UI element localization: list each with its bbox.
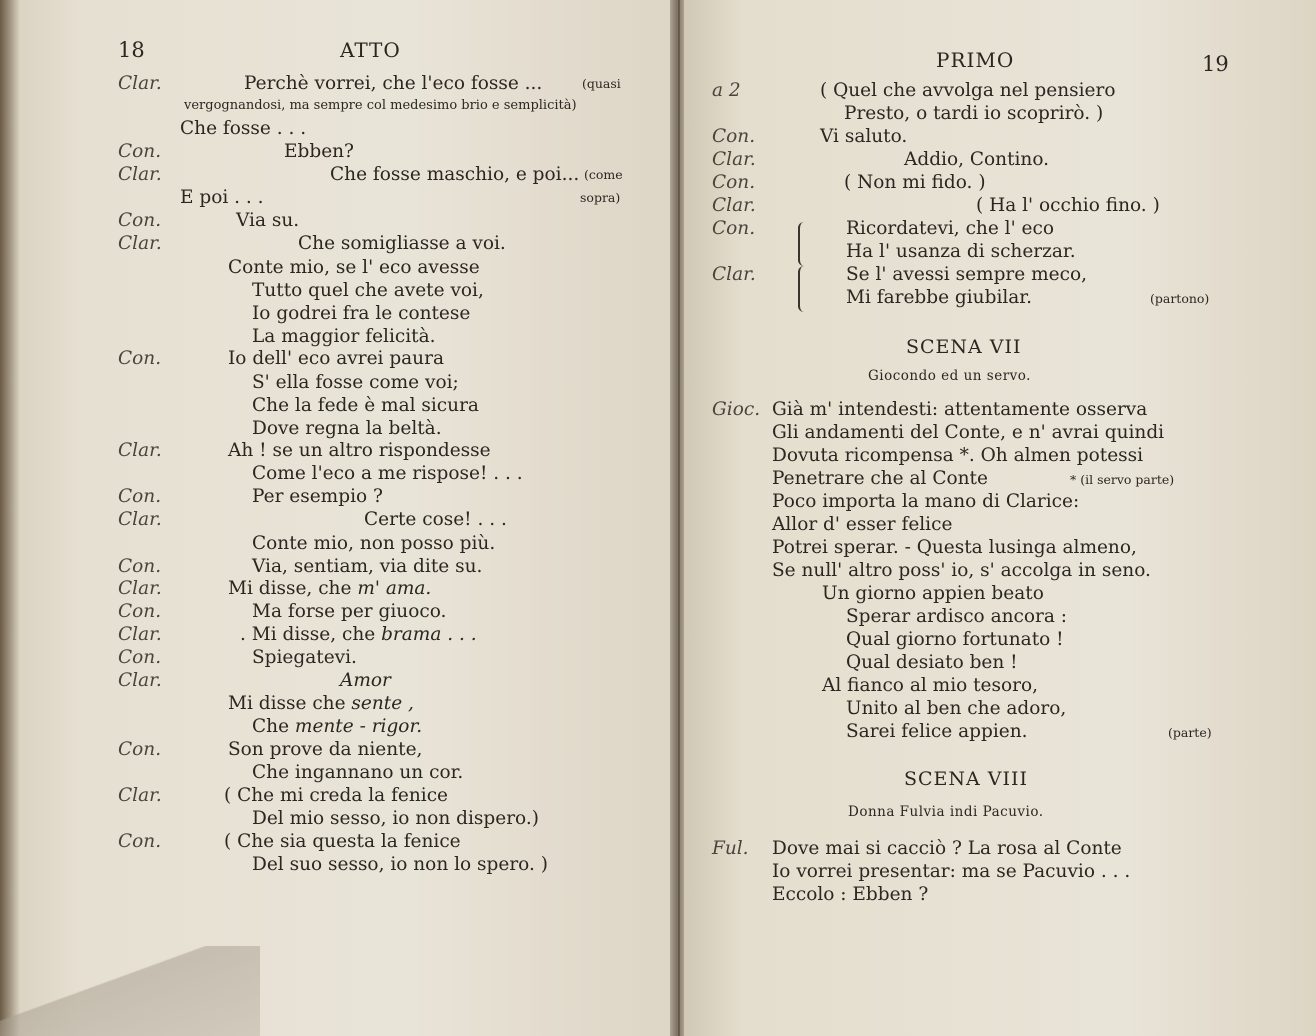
speaker: Gioc.	[712, 399, 761, 420]
verse-line: Al fianco al mio tesoro,	[822, 675, 1039, 696]
verse-text: Mi disse, che	[228, 578, 358, 599]
verse-line: Del suo sesso, io non lo spero. )	[252, 854, 548, 875]
verse-emphasis: Amor	[340, 670, 391, 691]
verse-line: Gli andamenti del Conte, e n' avrai quindi	[772, 422, 1165, 443]
speaker: Con.	[118, 210, 162, 231]
verse-line: Qual giorno fortunato !	[846, 629, 1064, 650]
verse-line: Dove regna la beltà.	[252, 418, 442, 439]
stage-direction: vergognandosi, ma sempre col medesimo brio e semplicità)	[184, 98, 577, 113]
verse-line: Mi farebbe giubilar.	[846, 287, 1032, 308]
verse-line: Conte mio, se l' eco avesse	[228, 257, 480, 278]
brace-clar	[798, 266, 810, 312]
verse-line: Che somigliasse a voi.	[298, 233, 506, 254]
verse-line: Se l' avessi sempre meco,	[846, 264, 1087, 285]
verse-line: Unito al ben che adoro,	[846, 698, 1067, 719]
verse-line: ( Ha l' occhio fino. )	[976, 195, 1160, 216]
verse-line	[240, 624, 477, 646]
verse-line: Penetrare che al Conte	[772, 468, 988, 489]
verse-line: Dovuta ricompensa *. Oh almen potessi	[772, 445, 1144, 466]
verse-line: Ah ! se un altro rispondesse	[228, 440, 491, 461]
verse-emphasis: m' ama.	[357, 578, 432, 599]
scene-title-vii: SCENA VII	[906, 336, 1022, 358]
verse-line: E poi . . .	[180, 187, 264, 208]
scene-characters-vii: Giocondo ed un servo.	[868, 368, 1031, 384]
verse-emphasis: mente - rigor.	[294, 716, 423, 737]
speaker: Con.	[118, 739, 162, 760]
speaker: Clar.	[118, 164, 162, 185]
verse-line: Potrei sperar. - Questa lusinga almeno,	[772, 537, 1137, 558]
speaker: Ful.	[712, 838, 749, 859]
verse-line: ( Che mi creda la fenice	[224, 785, 449, 806]
verse-line: Io vorrei presentar: ma se Pacuvio . . .	[772, 861, 1131, 882]
stage-direction: (quasi	[582, 76, 621, 91]
verse-line: Come l'eco a me rispose! . . .	[252, 463, 523, 484]
scene-characters-viii: Donna Fulvia indi Pacuvio.	[848, 804, 1044, 820]
running-header-right: PRIMO	[936, 48, 1015, 72]
verse-line: Perchè vorrei, che l'eco fosse ...	[244, 73, 543, 94]
verse-text: . Mi disse, che	[240, 624, 382, 645]
speaker: Con.	[118, 348, 162, 369]
stage-direction: * (il servo parte)	[1070, 472, 1175, 487]
verse-line: Eccolo : Ebben ?	[772, 884, 929, 905]
verse-line: Tutto quel che avete voi,	[252, 280, 484, 301]
verse-line: Son prove da niente,	[228, 739, 423, 760]
page-number-right: 19	[1202, 52, 1229, 76]
verse-line: Ha l' usanza di scherzar.	[846, 241, 1076, 262]
speaker: Clar.	[118, 785, 162, 806]
verse-line: Sperar ardisco ancora :	[846, 606, 1067, 627]
verse-text: Che	[252, 716, 295, 737]
verse-line	[228, 578, 431, 600]
verse-line: Del mio sesso, io non dispero.)	[252, 808, 539, 829]
verse-line: ( Non mi fido. )	[844, 172, 986, 193]
verse-line: Ricordatevi, che l' eco	[846, 218, 1055, 239]
speaker: Con.	[712, 218, 756, 239]
verse-line: Che la fede è mal sicura	[252, 395, 479, 416]
verse-line: Che fosse . . .	[180, 118, 307, 139]
speaker: Con.	[118, 556, 162, 577]
speaker: Con.	[118, 647, 162, 668]
stage-direction: (come	[584, 167, 623, 182]
brace-con	[798, 222, 810, 266]
speaker: Clar.	[118, 578, 162, 599]
verse-line: Via su.	[236, 210, 300, 231]
speaker: Clar.	[118, 73, 162, 94]
stage-direction: (parte)	[1168, 725, 1212, 740]
speaker: Con.	[712, 126, 756, 147]
verse-line: Presto, o tardi io scoprirò. )	[844, 103, 1104, 124]
verse-line: Ma forse per giuoco.	[252, 601, 447, 622]
scene-title-viii: SCENA VIII	[904, 768, 1029, 790]
verse-line: Conte mio, non posso più.	[252, 533, 496, 554]
folded-page-corner	[0, 946, 260, 1036]
verse-line: Io godrei fra le contese	[252, 303, 471, 324]
verse-line	[228, 693, 414, 715]
page-number-left: 18	[118, 38, 145, 62]
verse-line: Vi saluto.	[820, 126, 908, 147]
verse-line: Via, sentiam, via dite su.	[252, 556, 483, 577]
verse-emphasis: brama . . .	[381, 624, 477, 645]
verse-line: Se null' altro poss' io, s' accolga in seno.	[772, 560, 1151, 581]
verse-line: Che fosse maschio, e poi...	[330, 164, 580, 185]
speaker: Con.	[712, 172, 756, 193]
verse-line: Già m' intendesti: attentamente osserva	[772, 399, 1148, 420]
verse-line: Per esempio ?	[252, 486, 383, 507]
speaker: Con.	[118, 141, 162, 162]
verse-line: Spiegatevi.	[252, 647, 357, 668]
speaker: Clar.	[712, 264, 756, 285]
verse-line: ( Quel che avvolga nel pensiero	[820, 80, 1116, 101]
verse-line: Un giorno appien beato	[822, 583, 1044, 604]
speaker: a 2	[712, 80, 741, 101]
verse-line	[252, 716, 422, 738]
speaker: Clar.	[712, 149, 756, 170]
speaker: Clar.	[712, 195, 756, 216]
speaker: Clar.	[118, 509, 162, 530]
verse-line: Che ingannano un cor.	[252, 762, 464, 783]
verse-line: S' ella fosse come voi;	[252, 372, 459, 393]
verse-line: Addio, Contino.	[904, 149, 1050, 170]
speaker: Con.	[118, 486, 162, 507]
speaker: Clar.	[118, 624, 162, 645]
stage-direction: sopra)	[580, 190, 621, 205]
verse-line: Ebben?	[284, 141, 354, 162]
right-page	[680, 0, 1316, 1036]
verse-line: Poco importa la mano di Clarice:	[772, 491, 1080, 512]
speaker: Clar.	[118, 440, 162, 461]
verse-emphasis: sente ,	[351, 693, 414, 714]
speaker: Con.	[118, 831, 162, 852]
verse-line: Io dell' eco avrei paura	[228, 348, 444, 369]
verse-line	[340, 670, 391, 692]
verse-line: Qual desiato ben !	[846, 652, 1018, 673]
stage-direction: (partono)	[1150, 291, 1210, 306]
speaker: Con.	[118, 601, 162, 622]
verse-line: Sarei felice appien.	[846, 721, 1028, 742]
running-header-left: ATTO	[340, 38, 401, 62]
verse-line: La maggior felicità.	[252, 326, 436, 347]
book-spine	[670, 0, 684, 1036]
verse-line: ( Che sia questa la fenice	[224, 831, 461, 852]
verse-line: Dove mai si cacciò ? La rosa al Conte	[772, 838, 1122, 859]
left-page-edge	[0, 0, 20, 1036]
verse-line: Allor d' esser felice	[772, 514, 953, 535]
verse-text: Mi disse che	[228, 693, 352, 714]
speaker: Clar.	[118, 670, 162, 691]
verse-line: Certe cose! . . .	[364, 509, 507, 530]
speaker: Clar.	[118, 233, 162, 254]
